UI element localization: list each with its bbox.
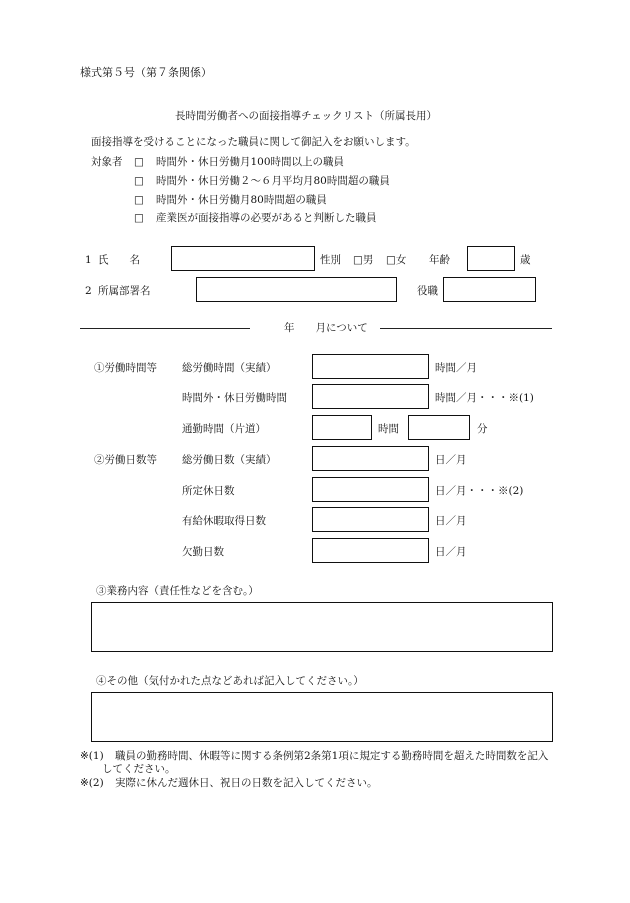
position-label: 役職 [417,285,438,297]
absence-days-field[interactable] [312,538,429,563]
total-days-field[interactable] [312,446,429,471]
target-option-3: 時間外・休日労働月80時間超の職員 [156,194,327,206]
paid-leave-unit: 日／月 [435,515,467,527]
other-textarea[interactable] [91,692,553,742]
form-number: 様式第５号（第７条関係） [80,66,212,79]
total-days-label: 総労働日数（実績） [182,454,277,466]
position-field[interactable] [443,277,536,302]
gender-label: 性別 [320,254,341,266]
target-option-4: 産業医が面接指導の必要があると判断した職員 [156,212,377,224]
paid-leave-label: 有給休暇取得日数 [182,515,266,527]
section2-number: 2 [85,285,92,297]
target-checkbox-2[interactable]: □ [134,175,144,187]
divider-left [80,328,250,329]
overtime-hours-label: 時間外・休日労働時間 [182,392,287,404]
note-2-text: 実際に休んだ週休日、祝日の日数を記入してください。 [115,777,378,789]
target-checkbox-3[interactable]: □ [134,194,144,206]
target-checkbox-1[interactable]: □ [134,156,144,168]
note-1-continuation: してください。 [102,763,176,775]
total-hours-label: 総労働時間（実績） [182,362,277,374]
commute-minutes-field[interactable] [408,415,470,440]
paid-leave-field[interactable] [312,507,429,532]
intro-text: 面接指導を受けることになった職員に関して御記入をお願いします。 [91,136,416,148]
duties-textarea[interactable] [91,602,553,652]
total-hours-field[interactable] [312,354,429,379]
scheduled-holidays-field[interactable] [312,477,429,502]
department-label: 所属部署名 [98,285,151,297]
commute-hours-unit: 時間 [378,423,399,435]
commute-minutes-unit: 分 [477,423,488,435]
age-field[interactable] [467,246,515,271]
overtime-hours-field[interactable] [312,384,429,409]
work-days-label: ②労働日数等 [94,454,157,466]
overtime-hours-unit: 時間／月・・・※(1) [435,392,534,404]
section1-number: 1 [85,254,92,266]
commute-label: 通勤時間（片道） [182,423,266,435]
page-title: 長時間労働者への面接指導チェックリスト（所属長用） [175,110,437,122]
divider-right [380,328,552,329]
target-label: 対象者 [91,156,123,168]
note-1-text: 職員の勤務時間、休暇等に関する条例第2条第1項に規定する勤務時間を超えた時間数を記入 [115,750,549,762]
duties-label: ③業務内容（責任性などを含む。） [96,585,259,597]
target-option-2: 時間外・休日労働２～６月平均月80時間超の職員 [156,175,390,187]
name-label: 氏 名 [98,254,140,266]
absence-days-label: 欠勤日数 [182,546,224,558]
scheduled-holidays-unit: 日／月・・・※(2) [435,485,524,497]
absence-days-unit: 日／月 [435,546,467,558]
note-1-mark: ※(1) [80,750,104,762]
age-unit: 歳 [520,254,531,266]
commute-hours-field[interactable] [312,415,372,440]
name-field[interactable] [171,246,315,271]
gender-male-checkbox[interactable]: □男 [353,254,374,266]
other-label: ④その他（気付かれた点などあれば記入してください。） [96,675,364,687]
total-days-unit: 日／月 [435,454,467,466]
work-hours-label: ①労働時間等 [94,362,157,374]
total-hours-unit: 時間／月 [435,362,477,374]
target-option-1: 時間外・休日労働月100時間以上の職員 [156,156,345,168]
period-heading: 年 月について [284,322,368,334]
gender-female-checkbox[interactable]: □女 [386,254,407,266]
note-2-mark: ※(2) [80,777,104,789]
target-checkbox-4[interactable]: □ [134,212,144,224]
department-field[interactable] [196,277,397,302]
scheduled-holidays-label: 所定休日数 [182,485,235,497]
age-label: 年齢 [429,254,450,266]
